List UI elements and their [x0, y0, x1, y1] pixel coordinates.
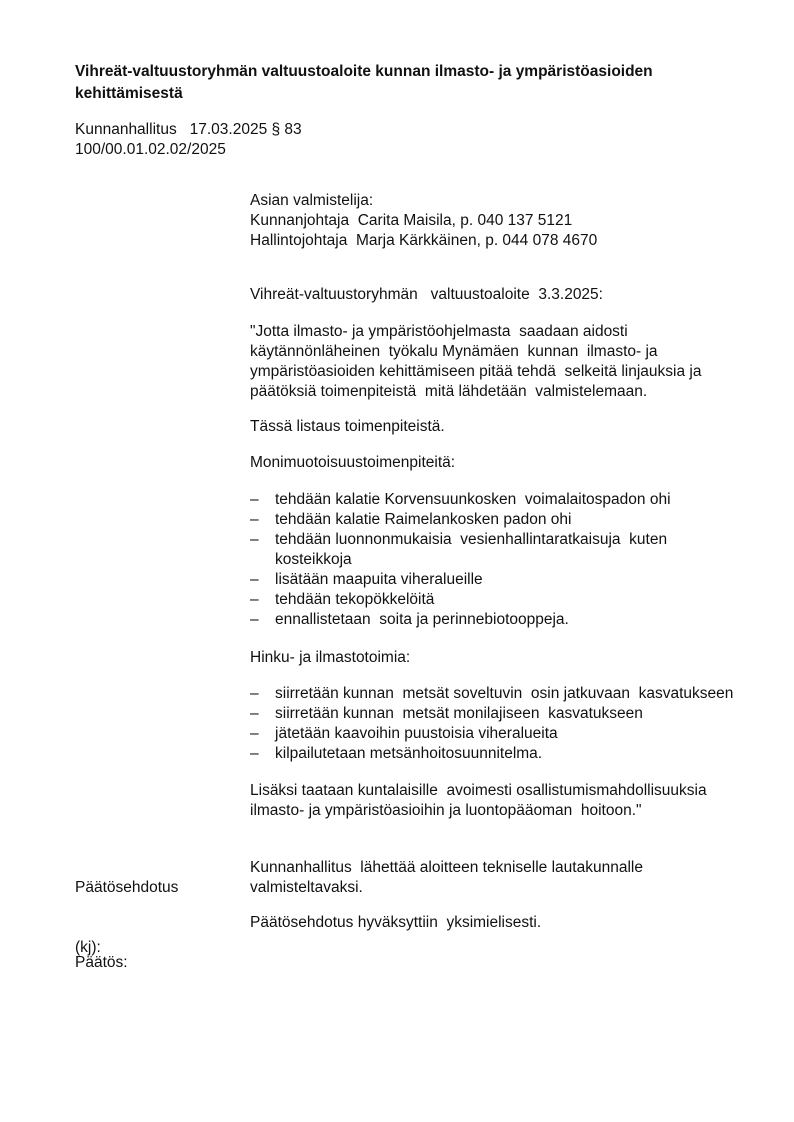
- bullet-dash: –: [250, 685, 259, 702]
- list-item: [250, 704, 770, 724]
- section-heading-line: Hinku- ja ilmastotoimia:: [250, 649, 411, 666]
- bullet-line: jätetään kaavoihin puustoisia viheralueita: [275, 725, 558, 742]
- bullet-line: tehdään kalatie Korvensuunkosken voimalaitospadon ohi: [275, 491, 671, 508]
- bullet-line: siirretään kunnan metsät monilajiseen kasvatukseen: [275, 705, 643, 722]
- list-item: [250, 530, 770, 570]
- paragraph-line: ilmasto- ja ympäristöasioihin ja luontopääoman hoitoon.": [250, 802, 642, 819]
- proposal-text: [250, 858, 643, 898]
- case-number-line: 100/00.01.02.02/2025: [75, 141, 226, 158]
- closing-paragraph: [250, 781, 707, 821]
- bullet-line: ennallistetaan soita ja perinnebiotooppeja.: [275, 611, 569, 628]
- proposal-text-line: Kunnanhallitus lähettää aloitteen tekniselle lautakunnalle: [250, 859, 643, 876]
- preparer-line: Kunnanjohtaja Carita Maisila, p. 040 137 5121: [250, 212, 573, 229]
- proposal-label-line: (kj):: [75, 939, 101, 956]
- title-line: kehittämisestä: [75, 85, 183, 102]
- bullet-line: kilpailutetaan metsänhoitosuunnitelma.: [275, 745, 543, 762]
- initiative-heading: [250, 285, 603, 305]
- list-item: [250, 684, 770, 704]
- bullet-dash: –: [250, 591, 259, 608]
- biodiversity-section-heading: [250, 453, 455, 473]
- decision-text: [250, 913, 541, 933]
- committee-date-line: Kunnanhallitus 17.03.2025 § 83: [75, 121, 302, 138]
- hinku-section-heading: [250, 648, 410, 668]
- title-line: Vihreät-valtuustoryhmän valtuustoaloite kunnan ilmasto- ja ympäristöasioiden: [75, 63, 653, 80]
- paragraph-line: Lisäksi taataan kuntalaisille avoimesti osallistumismahdollisuuksia: [250, 782, 707, 799]
- list-item: [250, 724, 770, 744]
- bullet-dash: –: [250, 705, 259, 722]
- decision-label-line: Päätös:: [75, 954, 128, 971]
- section-heading-line: Monimuotoisuustoimenpiteitä:: [250, 454, 456, 471]
- list-item: [250, 490, 770, 510]
- paragraph-line: päätöksiä toimenpiteistä mitä lähdetään valmistelemaan.: [250, 383, 648, 400]
- initiative-intro-paragraph: [250, 322, 701, 402]
- bullet-dash: –: [250, 491, 259, 508]
- bullet-dash: –: [250, 725, 259, 742]
- initiative-heading-line: Vihreät-valtuustoryhmän valtuustoaloite 3.3.2025:: [250, 286, 603, 303]
- bullet-line: tehdään luonnonmukaisia vesienhallintaratkaisuja kuten: [275, 531, 668, 548]
- list-item: [250, 590, 770, 610]
- proposal-text-line: valmisteltavaksi.: [250, 879, 363, 896]
- bullet-line: lisätään maapuita viheralueille: [275, 571, 483, 588]
- bullet-dash: –: [250, 571, 259, 588]
- bullet-line: siirretään kunnan metsät soveltuvin osin jatkuvaan kasvatukseen: [275, 685, 734, 702]
- bullet-dash: –: [250, 611, 259, 628]
- bullet-dash: –: [250, 511, 259, 528]
- paragraph-line: ympäristöasioiden kehittämiseen pitää tehdä selkeitä linjauksia ja: [250, 363, 702, 380]
- paragraph-line: Tässä listaus toimenpiteistä.: [250, 418, 445, 435]
- biodiversity-list: [250, 490, 770, 630]
- list-item: [250, 610, 770, 630]
- bullet-dash: –: [250, 531, 259, 548]
- list-item: [250, 570, 770, 590]
- bullet-line: tehdään tekopökkelöitä: [275, 591, 435, 608]
- paragraph-line: "Jotta ilmasto- ja ympäristöohjelmasta saadaan aidosti: [250, 323, 628, 340]
- preparer-line: Hallintojohtaja Marja Kärkkäinen, p. 044 078 4670: [250, 232, 598, 249]
- hinku-list: [250, 684, 770, 764]
- list-intro-line: [250, 417, 445, 437]
- list-item: [250, 510, 770, 530]
- bullet-line: kosteikkoja: [275, 551, 352, 568]
- paragraph-line: käytännönläheinen työkalu Mynämäen kunnan ilmasto- ja: [250, 343, 658, 360]
- decision-label: [75, 913, 128, 1013]
- decision-text-line: Päätösehdotus hyväksyttiin yksimielisesti.: [250, 914, 542, 931]
- document-title: [75, 61, 653, 105]
- proposal-label-line: Päätösehdotus: [75, 879, 179, 896]
- bullet-dash: –: [250, 745, 259, 762]
- list-item: [250, 744, 770, 764]
- preparer-block: [250, 191, 597, 251]
- preparer-line: Asian valmistelija:: [250, 192, 374, 209]
- bullet-line: tehdään kalatie Raimelankosken padon ohi: [275, 511, 572, 528]
- case-header: [75, 120, 302, 160]
